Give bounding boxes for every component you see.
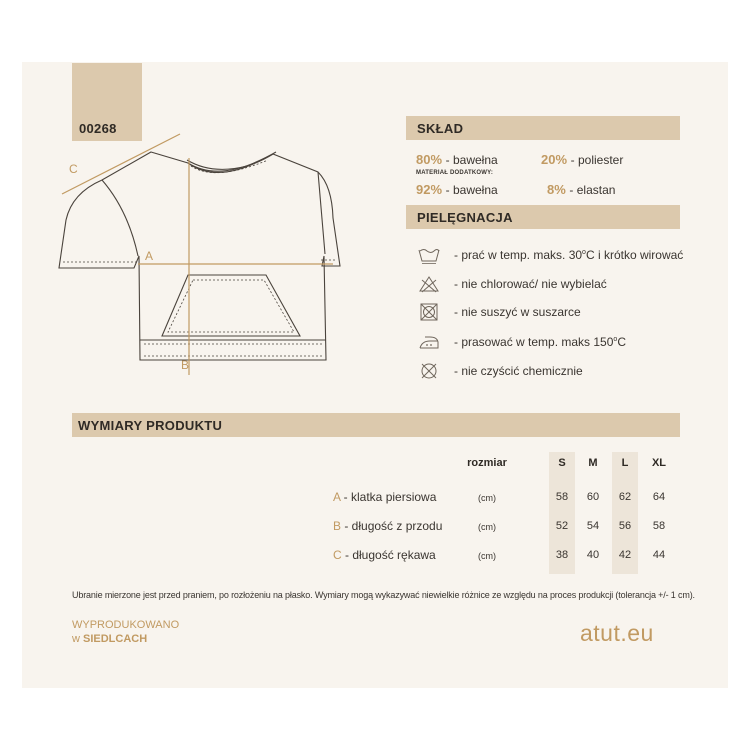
row-a-xl: 64 bbox=[652, 491, 666, 503]
product-code: 00268 bbox=[79, 121, 117, 136]
label-c: C bbox=[69, 162, 78, 176]
row-b-m: 54 bbox=[586, 520, 600, 532]
label-a: A bbox=[145, 249, 154, 263]
brand-logo: atut.eu bbox=[580, 620, 654, 646]
no-tumble-dry-icon bbox=[418, 303, 440, 321]
row-b-s: 52 bbox=[555, 520, 569, 532]
iron-150-icon bbox=[418, 333, 440, 351]
row-a-l: 62 bbox=[618, 491, 632, 503]
size-m: M bbox=[588, 457, 598, 469]
care-item-dryer: - nie suszyć w suszarce bbox=[418, 301, 581, 323]
row-a-s: 58 bbox=[555, 491, 569, 503]
made-in-line2: w SIEDLCACH bbox=[72, 633, 148, 645]
row-a-unit: (cm) bbox=[478, 493, 496, 503]
size-s: S bbox=[558, 457, 566, 469]
size-l: L bbox=[621, 457, 629, 469]
care-item-wash: - prać w temp. maks. 30$^o$C i krótko wirować bbox=[418, 244, 683, 266]
row-c-s: 38 bbox=[555, 549, 569, 561]
composition-extra-1: 92% - bawełna bbox=[416, 182, 498, 197]
row-b-xl: 58 bbox=[652, 520, 666, 532]
row-a-label: A - klatka piersiowa bbox=[333, 490, 437, 504]
size-header: rozmiar bbox=[467, 457, 507, 469]
row-c-m: 40 bbox=[586, 549, 600, 561]
garment-outline bbox=[59, 152, 340, 360]
row-b-l: 56 bbox=[618, 520, 632, 532]
row-c-l: 42 bbox=[618, 549, 632, 561]
label-b: B bbox=[181, 358, 190, 372]
row-c-xl: 44 bbox=[652, 549, 666, 561]
size-xl: XL bbox=[651, 457, 667, 469]
sklad-title: SKŁAD bbox=[417, 121, 464, 136]
row-b-unit: (cm) bbox=[478, 522, 496, 532]
garment-diagram bbox=[50, 130, 350, 385]
extra-material-label: MATERIAŁ DODATKOWY: bbox=[416, 170, 494, 176]
made-in-line1: WYPRODUKOWANO bbox=[72, 619, 180, 631]
wash-30-gentle-icon bbox=[418, 246, 440, 264]
row-c-unit: (cm) bbox=[478, 551, 496, 561]
row-c-label: C - długość rękawa bbox=[333, 548, 436, 562]
row-b-label: B - długość z przodu bbox=[333, 519, 443, 533]
composition-main-1: 80% - bawełna bbox=[416, 152, 498, 167]
composition-extra-2: 8% - elastan bbox=[547, 182, 616, 197]
care-item-dryclean: - nie czyścić chemicznie bbox=[418, 360, 583, 382]
no-dry-clean-icon bbox=[418, 362, 440, 380]
care-item-iron: - prasować w temp. maks 150$^o$C bbox=[418, 331, 626, 353]
dimensions-title: WYMIARY PRODUKTU bbox=[78, 418, 223, 433]
no-bleach-icon bbox=[418, 275, 440, 293]
care-item-bleach: - nie chlorować/ nie wybielać bbox=[418, 273, 607, 295]
row-a-m: 60 bbox=[586, 491, 600, 503]
care-title: PIELĘGNACJA bbox=[417, 210, 513, 225]
composition-main-2: 20% - poliester bbox=[541, 152, 624, 167]
measurement-note: Ubranie mierzone jest przed praniem, po rozłożeniu na płasko. Wymiary mogą wykazywać niewielkie różnice ze względu na proces produkcji (tolerancja +/- 1 cm). bbox=[72, 590, 695, 600]
